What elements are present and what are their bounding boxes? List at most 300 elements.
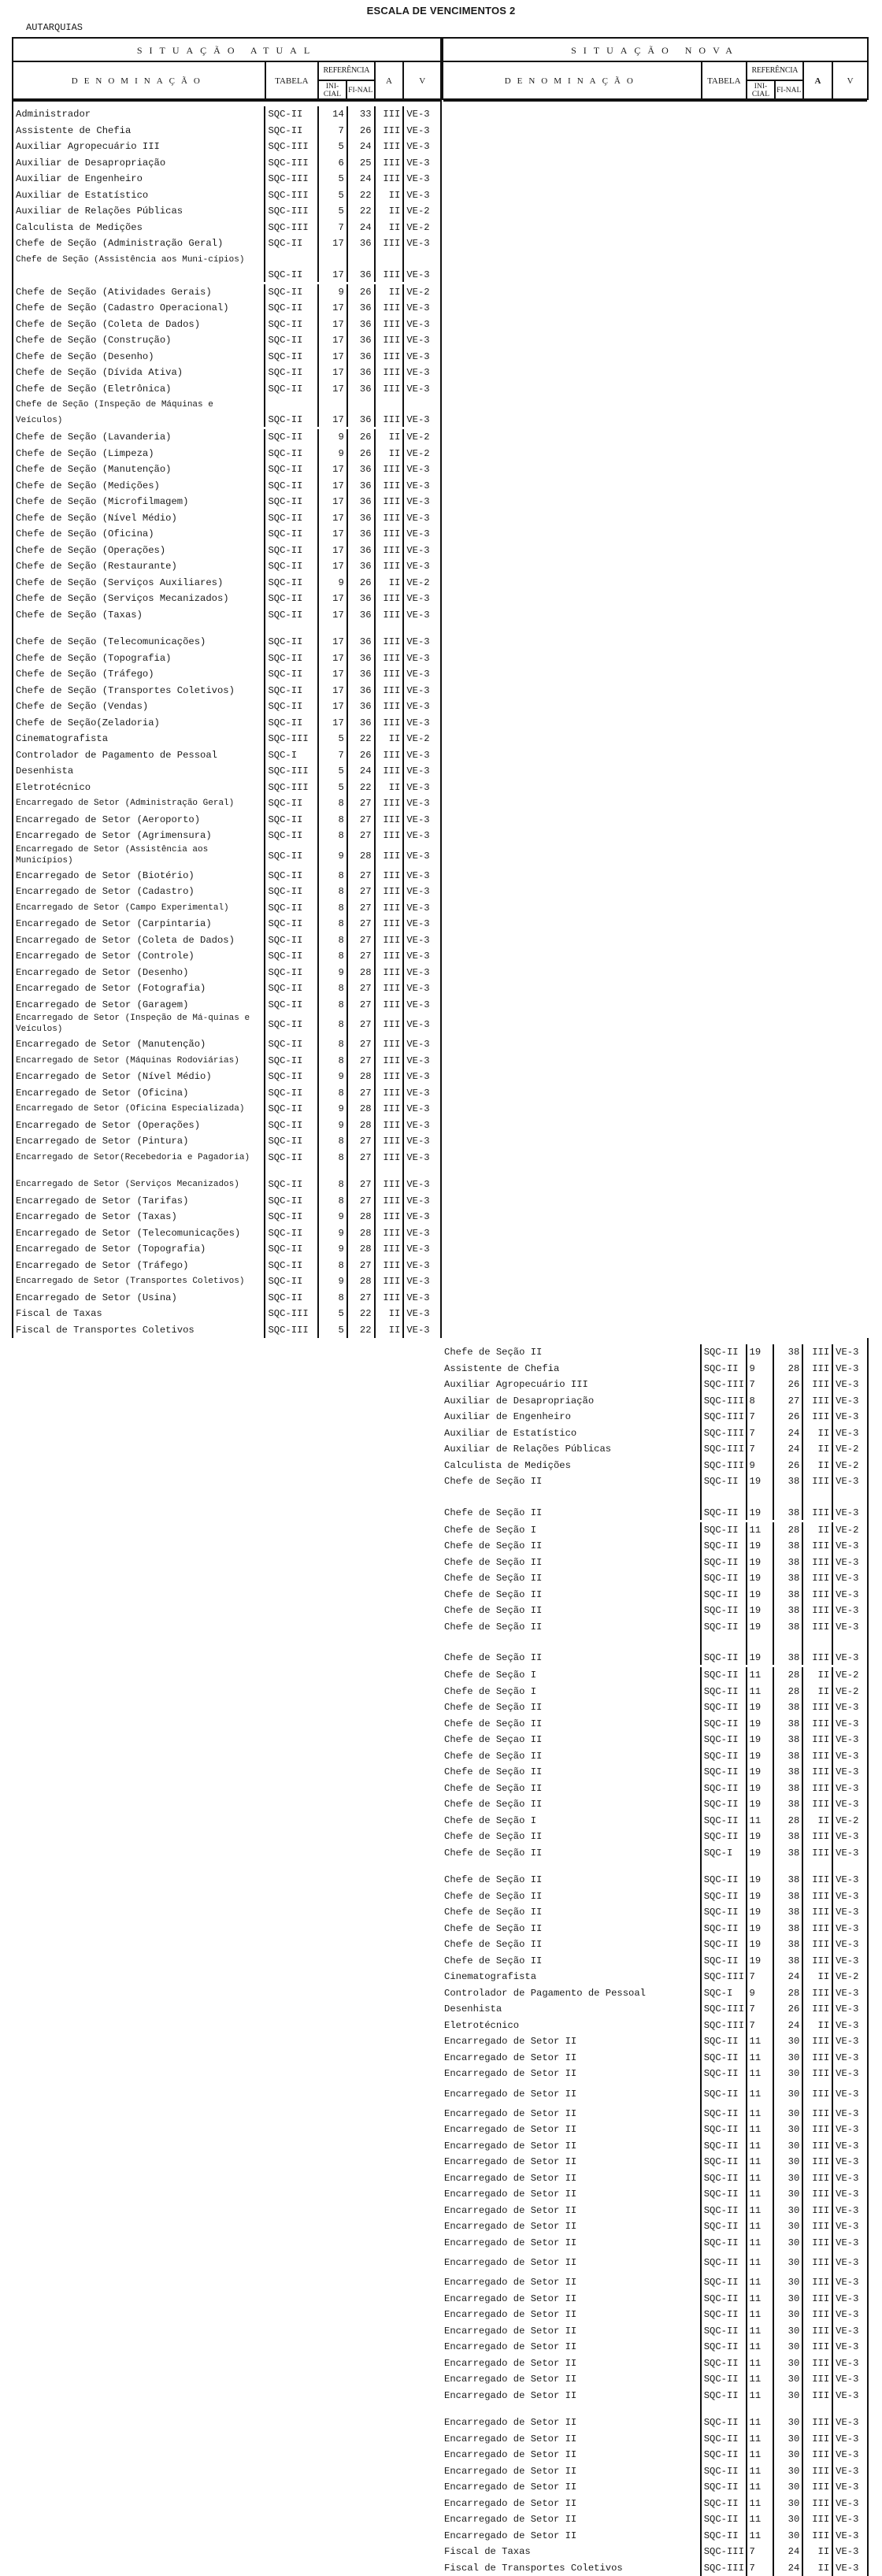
final-cell: 36 xyxy=(348,607,376,624)
v-cell: VE-3 xyxy=(833,2251,867,2274)
final-cell: 28 xyxy=(348,1273,376,1290)
denominacao-cell: Encarregado de Setor II xyxy=(442,2511,702,2528)
table-row xyxy=(13,1133,440,1150)
tabela-cell: SQC-II xyxy=(265,916,319,932)
denominacao-cell: Encarregado de Setor II xyxy=(442,2050,702,2066)
denominacao-cell: Chefe de Seção II xyxy=(442,1555,702,1571)
a-cell: III xyxy=(803,1872,833,1888)
final-cell: 22 xyxy=(348,203,376,220)
final-cell: 30 xyxy=(774,2496,803,2512)
tabela-cell: SQC-II xyxy=(265,1013,319,1036)
denominacao-cell: Chefe de Seção (Telecomunicações) xyxy=(13,634,265,650)
table-row xyxy=(442,1603,867,1619)
a-cell: III xyxy=(376,1133,405,1150)
inicial-cell: 7 xyxy=(747,1425,775,1442)
denominacao-cell: Chefe de Seção (Vendas) xyxy=(13,699,265,715)
inicial-cell: 17 xyxy=(319,349,348,365)
nova-rows xyxy=(442,1338,869,2576)
denominacao-cell: Chefe de Seção II xyxy=(442,1872,702,1888)
denominacao-cell: Fiscal de Transportes Coletivos xyxy=(442,2560,702,2576)
v-cell: VE-3 xyxy=(833,1716,867,1733)
table-row xyxy=(13,948,440,965)
table-row xyxy=(13,123,440,139)
tabela-cell: SQC-II xyxy=(265,1053,319,1069)
a-cell: III xyxy=(803,1796,833,1813)
denominacao-cell: Chefe de Seção I xyxy=(442,1684,702,1700)
v-cell: VE-3 xyxy=(833,2371,867,2388)
tabela-cell: SQC-II xyxy=(265,844,319,868)
denominacao-cell: Auxiliar de Engenheiro xyxy=(13,171,265,187)
inicial-cell: 9 xyxy=(319,1101,348,1118)
table-row xyxy=(13,575,440,591)
table-row xyxy=(442,1969,867,1985)
denominacao-cell: Encarregado de Setor II xyxy=(442,2371,702,2388)
a-cell: III xyxy=(803,1490,833,1520)
denominacao-cell: Encarregado de Setor II xyxy=(442,2307,702,2323)
a-cell: III xyxy=(376,155,405,172)
denominacao-cell: Chefe de Seção I xyxy=(442,1667,702,1684)
tabela-cell: SQC-II xyxy=(702,2218,747,2235)
inicial-cell: 11 xyxy=(747,2218,775,2235)
tabela-cell: SQC-III xyxy=(265,1306,319,1322)
col-inicial: INI-CIAL xyxy=(747,81,776,100)
table-row xyxy=(442,2235,867,2252)
table-row xyxy=(442,1441,867,1458)
v-cell: VE-3 xyxy=(404,780,440,796)
denominacao-cell: Chefe de Seção II xyxy=(442,1603,702,1619)
v-cell: VE-3 xyxy=(833,2138,867,2155)
final-cell: 30 xyxy=(774,2218,803,2235)
inicial-cell: 9 xyxy=(747,1361,775,1377)
denominacao-cell: Encarregado de Setor (Biotério) xyxy=(13,868,265,884)
v-cell: VE-3 xyxy=(404,844,440,868)
tabela-cell: SQC-II xyxy=(265,1085,319,1102)
a-cell: III xyxy=(376,1225,405,1242)
inicial-cell: 9 xyxy=(319,429,348,446)
table-row xyxy=(13,780,440,796)
denominacao-cell: Auxiliar de Relações Públicas xyxy=(442,1441,702,1458)
table-row xyxy=(442,2066,867,2082)
tabela-cell: SQC-II xyxy=(265,123,319,139)
final-cell: 24 xyxy=(774,2018,803,2034)
inicial-cell: 8 xyxy=(319,828,348,844)
inicial-cell: 11 xyxy=(747,2479,775,2496)
final-cell: 38 xyxy=(774,1748,803,1765)
inicial-cell: 11 xyxy=(747,2339,775,2355)
a-cell: III xyxy=(376,478,405,495)
v-cell: VE-3 xyxy=(404,666,440,683)
denominacao-cell: Encarregado de Setor (Aeroporto) xyxy=(13,812,265,828)
col-tabela: TABELA xyxy=(266,62,320,100)
tabela-cell: SQC-III xyxy=(265,220,319,236)
a-cell: III xyxy=(803,2291,833,2307)
final-cell: 36 xyxy=(348,543,376,559)
inicial-cell: 9 xyxy=(319,446,348,462)
denominacao-cell: Chefe de Seção (Dívida Ativa) xyxy=(13,365,265,381)
v-cell: VE-3 xyxy=(404,300,440,317)
v-cell: VE-3 xyxy=(404,1322,440,1339)
a-cell: III xyxy=(376,510,405,527)
tabela-cell: SQC-II xyxy=(702,2463,747,2480)
final-cell: 30 xyxy=(774,2186,803,2203)
inicial-cell: 11 xyxy=(747,1522,775,1539)
a-cell: III xyxy=(803,1748,833,1765)
table-row xyxy=(442,2431,867,2448)
inicial-cell: 11 xyxy=(747,2170,775,2187)
inicial-cell: 17 xyxy=(319,543,348,559)
v-cell: VE-3 xyxy=(404,916,440,932)
denominacao-cell: Calculista de Medições xyxy=(13,220,265,236)
v-cell: VE-3 xyxy=(404,650,440,667)
inicial-cell: 7 xyxy=(747,2560,775,2576)
v-cell: VE-3 xyxy=(833,1393,867,1410)
final-cell: 22 xyxy=(348,1322,376,1339)
table-row xyxy=(13,1085,440,1102)
a-cell: III xyxy=(376,844,405,868)
table-row xyxy=(442,2544,867,2560)
a-cell: III xyxy=(803,2307,833,2323)
v-cell: VE-3 xyxy=(833,2307,867,2323)
inicial-cell: 17 xyxy=(319,381,348,398)
tabela-cell: SQC-II xyxy=(265,980,319,997)
inicial-cell: 17 xyxy=(319,607,348,624)
table-row xyxy=(442,2203,867,2219)
v-cell: VE-3 xyxy=(833,1538,867,1555)
v-cell: VE-3 xyxy=(833,1921,867,1937)
a-cell: III xyxy=(803,1829,833,1845)
inicial-cell: 19 xyxy=(747,1490,775,1520)
a-cell: III xyxy=(803,2355,833,2372)
table-row xyxy=(13,543,440,559)
final-cell: 36 xyxy=(348,478,376,495)
tabela-cell: SQC-II xyxy=(265,948,319,965)
tabela-cell: SQC-III xyxy=(702,1377,747,1393)
a-cell: II xyxy=(803,1969,833,1985)
v-cell: VE-2 xyxy=(404,429,440,446)
final-cell: 30 xyxy=(774,2323,803,2340)
tabela-cell: SQC-II xyxy=(265,965,319,981)
col-denominacao: DENOMINAÇÃO xyxy=(13,62,266,100)
denominacao-cell: Chefe de Seção II xyxy=(442,1473,702,1490)
denominacao-cell: Encarregado de Setor (Administração Geral) xyxy=(13,795,265,812)
tabela-cell: SQC-II xyxy=(702,2447,747,2463)
final-cell: 36 xyxy=(348,634,376,650)
inicial-cell: 11 xyxy=(747,1684,775,1700)
inicial-cell: 9 xyxy=(319,844,348,868)
tabela-cell: SQC-II xyxy=(702,2388,747,2404)
final-cell: 27 xyxy=(348,997,376,1014)
denominacao-cell: Encarregado de Setor (Desenho) xyxy=(13,965,265,981)
table-row xyxy=(13,900,440,917)
a-cell: III xyxy=(803,2106,833,2122)
v-cell: VE-2 xyxy=(404,284,440,301)
denominacao-cell: Encarregado de Setor (Coleta de Dados) xyxy=(13,932,265,949)
denominacao-cell: Encarregado de Setor II xyxy=(442,2323,702,2340)
v-cell: VE-2 xyxy=(833,1522,867,1539)
table-row xyxy=(13,1013,440,1036)
v-cell: VE-3 xyxy=(404,397,440,427)
inicial-cell: 11 xyxy=(747,1667,775,1684)
inicial-cell: 11 xyxy=(747,2274,775,2291)
final-cell: 38 xyxy=(774,1764,803,1781)
tabela-cell: SQC-II xyxy=(265,650,319,667)
table-row xyxy=(13,252,440,284)
a-cell: III xyxy=(803,2251,833,2274)
a-cell: II xyxy=(376,429,405,446)
v-cell: VE-3 xyxy=(404,252,440,282)
table-row xyxy=(13,980,440,997)
a-cell: III xyxy=(803,2170,833,2187)
inicial-cell: 7 xyxy=(747,2544,775,2560)
tabela-cell: SQC-III xyxy=(265,139,319,155)
denominacao-cell: Encarregado de Setor II xyxy=(442,2339,702,2355)
a-cell: III xyxy=(376,795,405,812)
denominacao-cell: Auxiliar de Engenheiro xyxy=(442,1409,702,1425)
tabela-cell: SQC-II xyxy=(265,478,319,495)
table-row xyxy=(442,1829,867,1845)
v-cell: VE-3 xyxy=(833,2339,867,2355)
table-row xyxy=(442,2388,867,2404)
tabela-cell: SQC-II xyxy=(265,997,319,1014)
tabela-cell: SQC-II xyxy=(702,2528,747,2544)
v-cell: VE-3 xyxy=(833,2001,867,2018)
inicial-cell: 11 xyxy=(747,2323,775,2340)
inicial-cell: 5 xyxy=(319,187,348,204)
a-cell: III xyxy=(376,1036,405,1053)
tabela-cell: SQC-II xyxy=(265,932,319,949)
inicial-cell: 8 xyxy=(319,900,348,917)
denominacao-cell: Encarregado de Setor (Telecomunicações) xyxy=(13,1225,265,1242)
inicial-cell: 8 xyxy=(319,980,348,997)
tabela-cell: SQC-II xyxy=(265,1036,319,1053)
final-cell: 36 xyxy=(348,381,376,398)
denominacao-cell: Encarregado de Setor (Garagem) xyxy=(13,997,265,1014)
final-cell: 36 xyxy=(348,252,376,282)
a-cell: III xyxy=(376,1273,405,1290)
v-cell: VE-3 xyxy=(404,763,440,780)
denominacao-cell: Encarregado de Setor (Campo Experimental) xyxy=(13,900,265,917)
final-cell: 30 xyxy=(774,2050,803,2066)
final-cell: 38 xyxy=(774,1904,803,1921)
tabela-cell: SQC-II xyxy=(265,429,319,446)
denominacao-cell: Cinematografista xyxy=(442,1969,702,1985)
tabela-cell: SQC-II xyxy=(702,1872,747,1888)
final-cell: 27 xyxy=(348,948,376,965)
inicial-cell: 5 xyxy=(319,763,348,780)
v-cell: VE-3 xyxy=(833,1635,867,1665)
v-cell: VE-2 xyxy=(404,220,440,236)
final-cell: 30 xyxy=(774,2415,803,2431)
a-cell: II xyxy=(376,187,405,204)
a-cell: III xyxy=(376,715,405,732)
final-cell: 38 xyxy=(774,1619,803,1636)
v-cell: VE-3 xyxy=(833,1872,867,1888)
v-cell: VE-3 xyxy=(404,365,440,381)
denominacao-cell: Encarregado de Setor II xyxy=(442,2355,702,2372)
table-row xyxy=(442,2018,867,2034)
a-cell: II xyxy=(376,1306,405,1322)
tabela-cell: SQC-I xyxy=(702,1985,747,2002)
table-row xyxy=(13,139,440,155)
denominacao-cell: Encarregado de Setor (Fotografia) xyxy=(13,980,265,997)
tabela-cell: SQC-II xyxy=(265,1193,319,1210)
tabela-cell: SQC-II xyxy=(702,2355,747,2372)
v-cell: VE-3 xyxy=(404,1241,440,1258)
table-row xyxy=(13,317,440,333)
inicial-cell: 8 xyxy=(319,795,348,812)
table-row xyxy=(13,715,440,732)
table-row xyxy=(13,844,440,868)
v-cell: VE-3 xyxy=(833,2355,867,2372)
v-cell: VE-3 xyxy=(404,980,440,997)
inicial-cell: 19 xyxy=(747,1796,775,1813)
a-cell: III xyxy=(376,171,405,187)
table-row xyxy=(442,1570,867,1587)
table-row xyxy=(13,763,440,780)
a-cell: II xyxy=(376,203,405,220)
table-row xyxy=(442,2479,867,2496)
tabela-cell: SQC-II xyxy=(265,1241,319,1258)
table-row xyxy=(13,607,440,624)
denominacao-cell: Chefe de Seção I xyxy=(442,1522,702,1539)
final-cell: 24 xyxy=(348,220,376,236)
denominacao-cell: Chefe de Seção II xyxy=(442,1716,702,1733)
a-cell: III xyxy=(376,884,405,900)
inicial-cell: 11 xyxy=(747,2186,775,2203)
denominacao-cell: Encarregado de Setor (Transportes Coletivos) xyxy=(13,1273,265,1290)
final-cell: 38 xyxy=(774,1570,803,1587)
table-row xyxy=(442,1667,867,1684)
a-cell: III xyxy=(376,1085,405,1102)
tabela-cell: SQC-II xyxy=(265,884,319,900)
inicial-cell: 9 xyxy=(747,1458,775,1474)
final-cell: 36 xyxy=(348,235,376,252)
inicial-cell: 17 xyxy=(319,650,348,667)
denominacao-cell: Encarregado de Setor II xyxy=(442,2447,702,2463)
a-cell: III xyxy=(803,1985,833,2002)
tabela-cell: SQC-III xyxy=(702,2560,747,2576)
a-cell: III xyxy=(803,1619,833,1636)
table-row xyxy=(13,916,440,932)
inicial-cell: 11 xyxy=(747,2447,775,2463)
denominacao-cell: Chefe de Seção (Serviços Mecanizados) xyxy=(13,591,265,607)
final-cell: 28 xyxy=(348,844,376,868)
denominacao-cell: Chefe de Seção II xyxy=(442,1888,702,1905)
final-cell: 38 xyxy=(774,1732,803,1748)
a-cell: III xyxy=(376,106,405,123)
denominacao-cell: Encarregado de Setor II xyxy=(442,2033,702,2050)
v-cell: VE-3 xyxy=(404,1193,440,1210)
final-cell: 36 xyxy=(348,397,376,427)
denominacao-cell: Encarregado de Setor (Operações) xyxy=(13,1118,265,1134)
final-cell: 22 xyxy=(348,780,376,796)
tabela-cell: SQC-II xyxy=(265,510,319,527)
final-cell: 38 xyxy=(774,1344,803,1361)
final-cell: 28 xyxy=(348,1118,376,1134)
situacao-nova-title: SITUAÇÃO NOVA xyxy=(443,39,867,62)
v-cell: VE-3 xyxy=(833,1904,867,1921)
denominacao-cell: Chefe de Seção (Oficina) xyxy=(13,526,265,543)
tabela-cell: SQC-II xyxy=(265,1133,319,1150)
table-row xyxy=(442,2251,867,2274)
denominacao-cell: Chefe de Seção II xyxy=(442,1845,702,1862)
tabela-cell: SQC-II xyxy=(265,494,319,510)
a-cell: III xyxy=(803,2066,833,2082)
denominacao-cell: Encarregado de Setor II xyxy=(442,2251,702,2274)
tabela-cell: SQC-II xyxy=(702,2291,747,2307)
denominacao-cell: Encarregado de Setor II xyxy=(442,2122,702,2138)
denominacao-cell: Encarregado de Setor (Topografia) xyxy=(13,1241,265,1258)
v-cell: VE-3 xyxy=(404,884,440,900)
inicial-cell: 8 xyxy=(319,1290,348,1307)
tabela-cell: SQC-II xyxy=(265,252,319,282)
denominacao-cell: Encarregado de Setor II xyxy=(442,2170,702,2187)
table-row xyxy=(442,1344,867,1361)
v-cell: VE-3 xyxy=(404,900,440,917)
final-cell: 27 xyxy=(348,1290,376,1307)
inicial-cell: 14 xyxy=(319,106,348,123)
table-row xyxy=(442,2274,867,2291)
section-label: AUTARQUIAS xyxy=(26,22,83,33)
table-row xyxy=(442,2447,867,2463)
inicial-cell: 9 xyxy=(319,965,348,981)
denominacao-cell: Encarregado de Setor II xyxy=(442,2463,702,2480)
a-cell: III xyxy=(803,1904,833,1921)
a-cell: III xyxy=(803,1603,833,1619)
tabela-cell: SQC-II xyxy=(702,2274,747,2291)
v-cell: VE-3 xyxy=(404,1036,440,1053)
final-cell: 36 xyxy=(348,591,376,607)
final-cell: 27 xyxy=(348,1085,376,1102)
table-row xyxy=(442,1888,867,1905)
table-row xyxy=(13,1258,440,1274)
inicial-cell: 19 xyxy=(747,1888,775,1905)
inicial-cell: 11 xyxy=(747,1813,775,1829)
table-row xyxy=(13,284,440,301)
a-cell: III xyxy=(803,2122,833,2138)
v-cell: VE-3 xyxy=(833,1796,867,1813)
denominacao-cell: Auxiliar de Desapropriação xyxy=(13,155,265,172)
final-cell: 28 xyxy=(348,1209,376,1225)
denominacao-cell: Encarregado de Setor II xyxy=(442,2235,702,2252)
inicial-cell: 17 xyxy=(319,478,348,495)
a-cell: III xyxy=(376,1053,405,1069)
v-cell: VE-3 xyxy=(833,2186,867,2203)
v-cell: VE-3 xyxy=(833,1845,867,1862)
a-cell: III xyxy=(376,916,405,932)
a-cell: III xyxy=(803,1764,833,1781)
v-cell: VE-2 xyxy=(833,1458,867,1474)
final-cell: 26 xyxy=(774,2001,803,2018)
inicial-cell: 19 xyxy=(747,1344,775,1361)
table-row xyxy=(13,365,440,381)
final-cell: 27 xyxy=(348,916,376,932)
table-row xyxy=(13,526,440,543)
v-cell: VE-3 xyxy=(404,1053,440,1069)
inicial-cell: 7 xyxy=(747,1409,775,1425)
a-cell: III xyxy=(803,1781,833,1797)
tabela-cell: SQC-III xyxy=(265,203,319,220)
tabela-cell: SQC-II xyxy=(702,1732,747,1748)
inicial-cell: 17 xyxy=(319,235,348,252)
inicial-cell: 11 xyxy=(747,2082,775,2106)
tabela-cell: SQC-II xyxy=(265,1150,319,1166)
a-cell: III xyxy=(376,1069,405,1085)
a-cell: III xyxy=(803,2033,833,2050)
final-cell: 28 xyxy=(348,1069,376,1085)
inicial-cell: 8 xyxy=(747,1393,775,1410)
inicial-cell: 8 xyxy=(319,932,348,949)
